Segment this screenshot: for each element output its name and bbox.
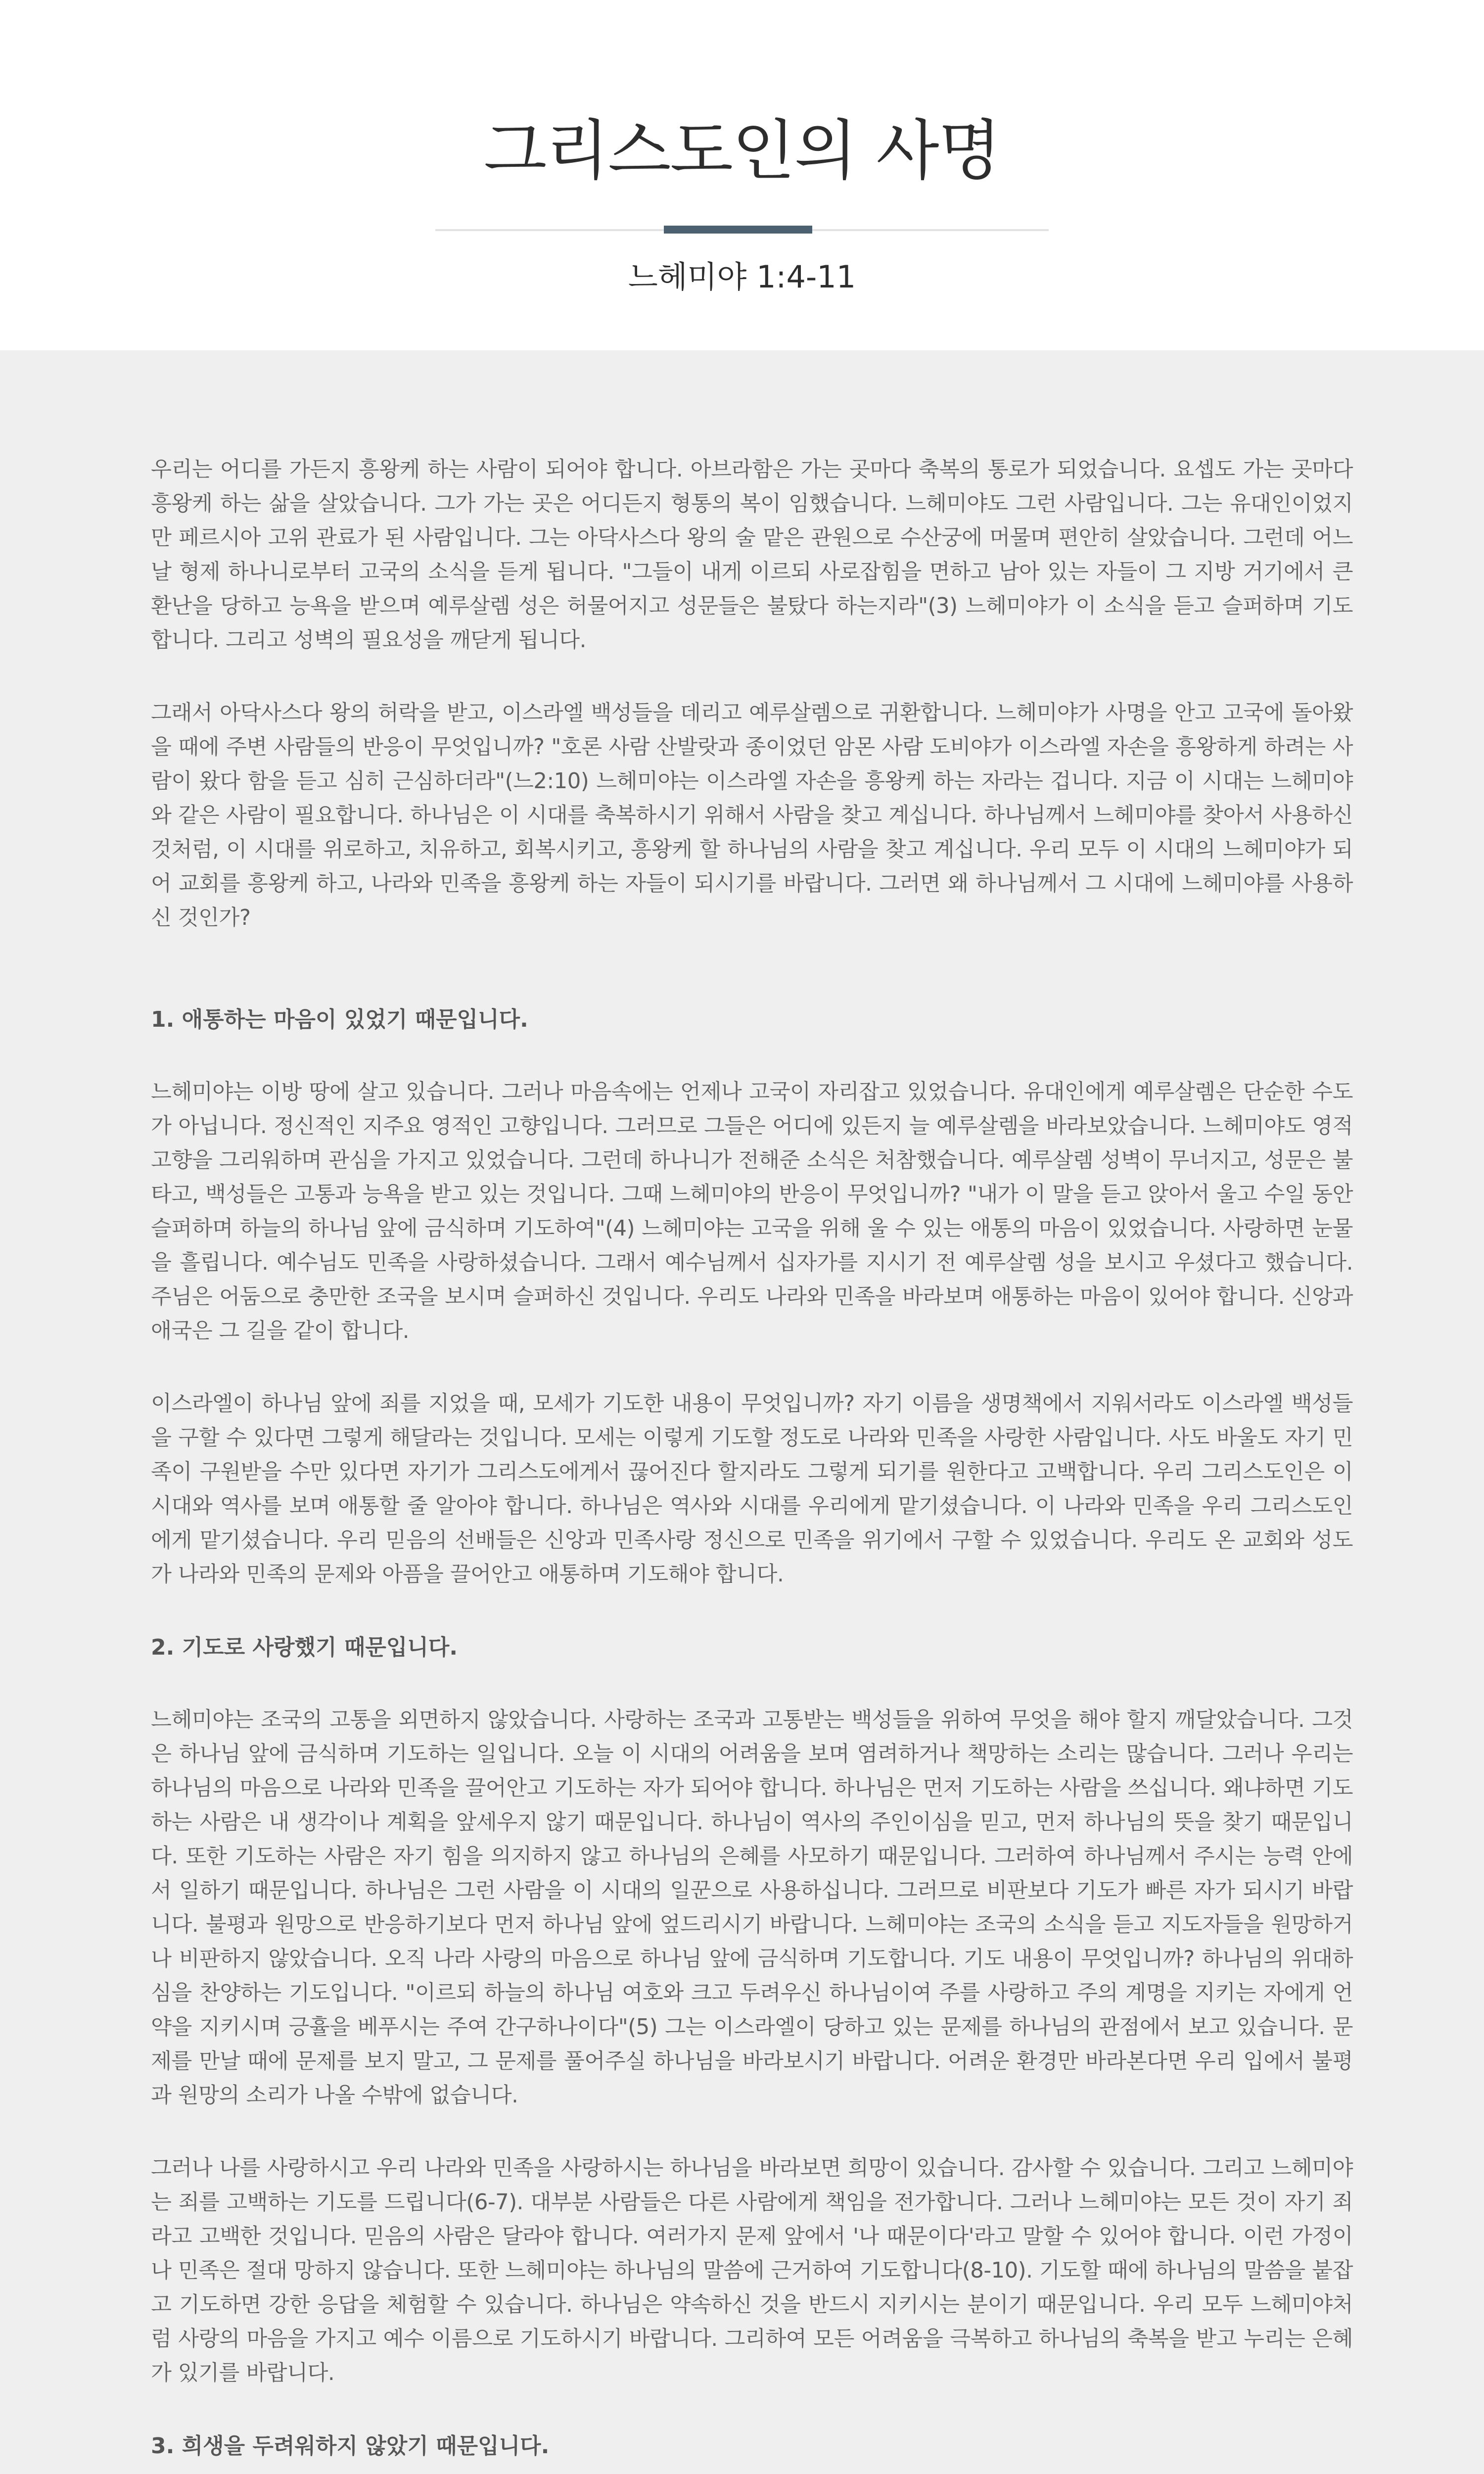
section-heading: 2. 기도로 사랑했기 때문입니다. [151,1635,458,1660]
section-paragraph: 느헤미야는 이방 땅에 살고 있습니다. 그러나 마음속에는 언제나 고국이 자리잡고 있었습니다. 유대인에게 예루살렘은 단순한 수도가 아닙니다. 정신적인 지주요 영적인 고향입니다. 그러므로 그들은 어디에 있든지 늘 예루살렘을 바라보았습니다. 느헤미야도 영적 고향을 그리워하며 관심을 가지고 있었습니다. 그런데 하나니가 전해준 소식은 처참했습니다. 예루살렘 성벽이 무너지고, 성문은 불타고, 백성들은 고통과 능욕을 받고 있는 것입니다. 그때 느헤미야의 반응이 무엇입니까? "내가 이 말을 듣고 앉아서 울고 수일 동안 슬퍼하며 하늘의 하나님 앞에 금식하며 기도하여"(4) 느헤미야는 고국을 위해 울 수 있는 애통의 마음이 있었습니다. 사랑하면 눈물을 흘립니다. 예수님도 민족을 사랑하셨습니다. 그래서 예수님께서 십자가를 지시기 전 예루살렘 성을 보시고 우셨다고 했습니다. 주님은 어둠으로 충만한 조국을 보시며 슬퍼하신 것입니다. 우리도 나라와 민족을 바라보며 애통하는 마음이 있어야 합니다. 신앙과 애국은 그 길을 같이 합니다. [151,1080,1353,1343]
intro-paragraph: 그래서 아닥사스다 왕의 허락을 받고, 이스라엘 백성들을 데리고 예루살렘으로 귀환합니다. 느헤미야가 사명을 안고 고국에 돌아왔을 때에 주변 사람들의 반응이 무엇입니까? "호론 사람 산발랏과 종이었던 암몬 사람 도비야가 이스라엘 자손을 흥왕하게 하려는 사람이 왔다 함을 듣고 심히 근심하더라"(느2:10) 느헤미야는 이스라엘 자손을 흥왕케 하는 자라는 겁니다. 지금 이 시대는 느헤미야와 같은 사람이 필요합니다. 하나님은 이 시대를 축복하시기 위해서 사람을 찾고 계십니다. 하나님께서 느헤미야를 찾아서 사용하신 것처럼, 이 시대를 위로하고, 치유하고, 회복시키고, 흥왕케 할 하나님의 사람을 찾고 계십니다. 우리 모두 이 시대의 느헤미야가 되어 교회를 흥왕케 하고, 나라와 민족을 흥왕케 하는 자들이 되시기를 바랍니다. 그러면 왜 하나님께서 그 시대에 느헤미야를 사용하신 것인가? [151,701,1353,930]
scripture-reference: 느헤미야 1:4-11 [628,259,856,295]
header [0,0,1484,350]
sermon-body [151,453,1353,2474]
section-heading: 3. 희생을 두려워하지 않았기 때문입니다. [151,2433,550,2459]
page-title: 그리스도인의 사명 [483,113,1001,189]
section-heading: 1. 애통하는 마음이 있었기 때문입니다. [151,1007,528,1032]
title-divider-accent [664,226,812,234]
intro-paragraph: 우리는 어디를 가든지 흥왕케 하는 사람이 되어야 합니다. 아브라함은 가는 곳마다 축복의 통로가 되었습니다. 요셉도 가는 곳마다 흥왕케 하는 삶을 살았습니다. 그가 가는 곳은 어디든지 형통의 복이 임했습니다. 느헤미야도 그런 사람입니다. 그는 유대인이었지만 페르시아 고위 관료가 된 사람입니다. 그는 아닥사스다 왕의 술 맡은 관원으로 수산궁에 머물며 편안히 살았습니다. 그런데 어느 날 형제 하나니로부터 고국의 소식을 듣게 됩니다. "그들이 내게 이르되 사로잡힘을 면하고 남아 있는 자들이 그 지방 거기에서 큰 환난을 당하고 능욕을 받으며 예루살렘 성은 허물어지고 성문들은 불탔다 하는지라"(3) 느헤미야가 이 소식을 듣고 슬퍼하며 기도합니다. 그리고 성벽의 필요성을 깨닫게 됩니다. [151,457,1353,653]
section-paragraph: 그러나 나를 사랑하시고 우리 나라와 민족을 사랑하시는 하나님을 바라보면 희망이 있습니다. 감사할 수 있습니다. 그리고 느헤미야는 죄를 고백하는 기도를 드립니다(6-7). 대부분 사람들은 다른 사람에게 책임을 전가합니다. 그러나 느헤미야는 모든 것이 자기 죄라고 고백한 것입니다. 믿음의 사람은 달라야 합니다. 여러가지 문제 앞에서 '나 때문이다'라고 말할 수 있어야 합니다. 이런 가정이나 민족은 절대 망하지 않습니다. 또한 느헤미야는 하나님의 말씀에 근거하여 기도합니다(8-10). 기도할 때에 하나님의 말씀을 붙잡고 기도하면 강한 응답을 체험할 수 있습니다. 하나님은 약속하신 것을 반드시 지키시는 분이기 때문입니다. 우리 모두 느헤미야처럼 사랑의 마음을 가지고 예수 이름으로 기도하시기 바랍니다. 그리하여 모든 어려움을 극복하고 하나님의 축복을 받고 누리는 은혜가 있기를 바랍니다. [151,2156,1353,2385]
section-paragraph: 느헤미야는 조국의 고통을 외면하지 않았습니다. 사랑하는 조국과 고통받는 백성들을 위하여 무엇을 해야 할지 깨달았습니다. 그것은 하나님 앞에 금식하며 기도하는 일입니다. 오늘 이 시대의 어려움을 보며 염려하거나 책망하는 소리는 많습니다. 그러나 우리는 하나님의 마음으로 나라와 민족을 끌어안고 기도하는 자가 되어야 합니다. 하나님은 먼저 기도하는 사람을 쓰십니다. 왜냐하면 기도하는 사람은 내 생각이나 계획을 앞세우지 않기 때문입니다. 하나님이 역사의 주인이심을 믿고, 먼저 하나님의 뜻을 찾기 때문입니다. 또한 기도하는 사람은 자기 힘을 의지하지 않고 하나님의 은혜를 사모하기 때문입니다. 그러하여 하나님께서 주시는 능력 안에서 일하기 때문입니다. 하나님은 그런 사람을 이 시대의 일꾼으로 사용하십니다. 그러므로 비판보다 기도가 빠른 자가 되시기 바랍니다. 불평과 원망으로 반응하기보다 먼저 하나님 앞에 엎드리시기 바랍니다. 느헤미야는 조국의 소식을 듣고 지도자들을 원망하거나 비판하지 않았습니다. 오직 나라 사랑의 마음으로 하나님 앞에 금식하며 기도합니다. 기도 내용이 무엇입니까? 하나님의 위대하심을 찬양하는 기도입니다. "이르되 하늘의 하나님 여호와 크고 두려우신 하나님이여 주를 사랑하고 주의 계명을 지키는 자에게 언약을 지키시며 긍휼을 베푸시는 주여 간구하나이다"(5) 그는 이스라엘이 당하고 있는 문제를 하나님의 관점에서 보고 있습니다. 문제를 만날 때에 문제를 보지 말고, 그 문제를 풀어주실 하나님을 바라보시기 바랍니다. 어려운 환경만 바라본다면 우리 입에서 불평과 원망의 소리가 나올 수밖에 없습니다. [151,1708,1353,2108]
section-paragraph: 이스라엘이 하나님 앞에 죄를 지었을 때, 모세가 기도한 내용이 무엇입니까? 자기 이름을 생명책에서 지워서라도 이스라엘 백성들을 구할 수 있다면 그렇게 해달라는 것입니다. 모세는 이렇게 기도할 정도로 나라와 민족을 사랑한 사람입니다. 사도 바울도 자기 민족이 구원받을 수만 있다면 자기가 그리스도에게서 끊어진다 할지라도 그렇게 되기를 원한다고 고백합니다. 우리 그리스도인은 이 시대와 역사를 보며 애통할 줄 알아야 합니다. 하나님은 역사와 시대를 우리에게 맡기셨습니다. 이 나라와 민족을 우리 그리스도인에게 맡기셨습니다. 우리 믿음의 선배들은 신앙과 민족사랑 정신으로 민족을 위기에서 구할 수 있었습니다. 우리도 온 교회와 성도가 나라와 민족의 문제와 아픔을 끌어안고 애통하며 기도해야 합니다. [151,1391,1353,1587]
